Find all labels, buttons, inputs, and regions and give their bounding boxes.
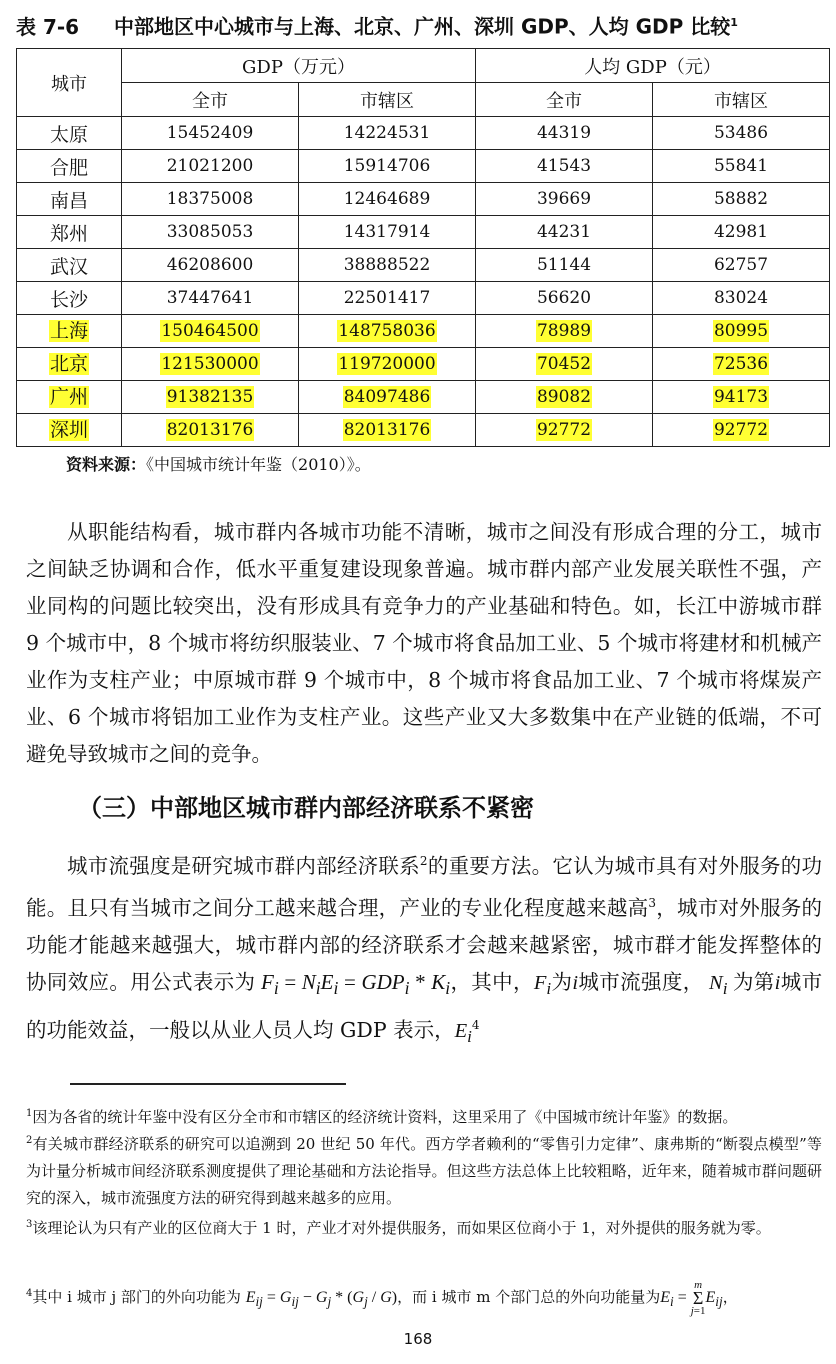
per-capita-district-cell: 80995 [653, 315, 830, 348]
gdp-all-cell: 150464500 [122, 315, 299, 348]
gdp-district-cell: 22501417 [299, 282, 476, 315]
gdp-all-cell: 37447641 [122, 282, 299, 315]
gdp-district-cell: 119720000 [299, 348, 476, 381]
formula-total-export: $E_i = m$ Σ $j=1E_{ij}$ [660, 1279, 723, 1318]
header-gdp-all: 全市 [122, 83, 299, 117]
formula-export-function: $E_{ij} = G_{ij} - G_j * (G_j / G)$ [245, 1289, 398, 1310]
gdp-all-cell: 18375008 [122, 183, 299, 216]
gdp-district-cell: 82013176 [299, 414, 476, 447]
gdp-all-cell: 15452409 [122, 117, 299, 150]
per-capita-district-cell: 58882 [653, 183, 830, 216]
per-capita-all-cell: 92772 [476, 414, 653, 447]
table-row [17, 117, 830, 150]
per-capita-all-cell: 78989 [476, 315, 653, 348]
page-number: 168 [403, 1330, 433, 1348]
gdp-district-cell: 38888522 [299, 249, 476, 282]
source-label: 资料来源： [66, 455, 147, 474]
footnote-4: $^4$其中 i 城市 j 部门的外向功能为 $E_{ij} = G_{ij} - G_j * (G_j / G)$，而 i 城市 m 个部门总的外向功能量为$E_i = m$ Σ $j=1E_{ij}$， [26, 1279, 738, 1318]
gdp-district-cell: 12464689 [299, 183, 476, 216]
header-per-district: 市辖区 [653, 83, 830, 117]
per-capita-all-cell: 51144 [476, 249, 653, 282]
table-row [17, 150, 830, 183]
per-capita-all-cell: 39669 [476, 183, 653, 216]
table-number: 表 7-6 [16, 14, 80, 39]
table-row [17, 315, 830, 348]
paragraph-functional-structure [26, 514, 822, 773]
table-title: 中部地区中心城市与上海、北京、广州、深圳 GDP、人均 GDP 比较 [114, 14, 731, 39]
per-capita-district-cell: 94173 [653, 381, 830, 414]
gdp-district-cell: 14224531 [299, 117, 476, 150]
gdp-all-cell: 82013176 [122, 414, 299, 447]
table-row [17, 282, 830, 315]
footnote-ref-3: 3 [648, 895, 657, 910]
per-capita-all-cell: 70452 [476, 348, 653, 381]
city-cell: 北京 [17, 348, 122, 381]
paragraph-text: 从职能结构看，城市群内各城市功能不清晰，城市之间没有形成合理的分工，城市之间缺乏协调和合作，低水平重复建设现象普遍。城市群内部产业发展关联性不强，产业同构的问题比较突出，没有形成具有竞争力的产业基础和特色。如，长江中游城市群 9 个城市中，8 个城市将纺织服装业、7 个城市将食品加工业、5 个城市将建材和机械产业作为支柱产业；中原城市群 9 个城市中，8 个城市将食品加工业、7 个城市将煤炭产业、6 个城市将铝加工业作为支柱产业。这些产业又大多数集中在产业链的低端，不可避免导致城市之间的竞争。 [26, 520, 822, 766]
per-capita-all-cell: 44319 [476, 117, 653, 150]
city-cell: 太原 [17, 117, 122, 150]
city-cell: 郑州 [17, 216, 122, 249]
per-capita-district-cell: 72536 [653, 348, 830, 381]
table-row [17, 249, 830, 282]
footnote-ref-4: 4 [471, 1017, 480, 1032]
city-cell: 上海 [17, 315, 122, 348]
footnote-1: $^1$因为各省的统计年鉴中没有区分全市和市辖区的经济统计资料，这里采用了《中国城市统计年鉴》的数据。 [26, 1108, 738, 1126]
gdp-all-cell: 46208600 [122, 249, 299, 282]
footnote-ref-2: 2 [419, 854, 428, 868]
header-per-all: 全市 [476, 83, 653, 117]
header-gdp-group: GDP（万元） [122, 49, 476, 83]
paragraph-text: 城市流强度是研究城市群内部经济联系$^2$的重要方法。它认为城市具有对外服务的功能。且只有当城市之间分工越来越合理，产业的专业化程度越来越高$^3$，城市对外服务的功能才能越来越强大，城市群内部的经济联系才会越来越紧密，城市群才能发挥整体的协同效应。用公式表示为 $F_i = N_iE_i = GDP_i * K_i$，其中，$F_i$为i城市流强度， $N_i$ 为第i城市的功能效益，一般以从业人员人均 GDP 表示，$E_i^4$ [26, 853, 823, 1046]
gdp-all-cell: 91382135 [122, 381, 299, 414]
city-cell: 南昌 [17, 183, 122, 216]
gdp-comparison-table [16, 48, 830, 447]
per-capita-district-cell: 92772 [653, 414, 830, 447]
header-gdp-district: 市辖区 [299, 83, 476, 117]
footnote-divider [70, 1083, 346, 1085]
per-capita-district-cell: 53486 [653, 117, 830, 150]
paragraph-city-flow [26, 843, 822, 1055]
city-cell: 广州 [17, 381, 122, 414]
table-row [17, 216, 830, 249]
table-caption [16, 6, 826, 40]
table-row [17, 348, 830, 381]
table-body [17, 117, 830, 447]
gdp-district-cell: 84097486 [299, 381, 476, 414]
gdp-all-cell: 33085053 [122, 216, 299, 249]
per-capita-all-cell: 89082 [476, 381, 653, 414]
header-per-capita-group: 人均 GDP（元） [476, 49, 830, 83]
section-heading: （三）中部地区城市群内部经济联系不紧密 [78, 793, 534, 822]
city-cell: 长沙 [17, 282, 122, 315]
gdp-all-cell: 21021200 [122, 150, 299, 183]
gdp-district-cell: 14317914 [299, 216, 476, 249]
per-capita-district-cell: 83024 [653, 282, 830, 315]
per-capita-district-cell: 62757 [653, 249, 830, 282]
city-cell: 武汉 [17, 249, 122, 282]
gdp-district-cell: 15914706 [299, 150, 476, 183]
footnote-2: $^2$有关城市群经济联系的研究可以追溯到 20 世纪 50 年代。西方学者赖利的“零售引力定律”、康弗斯的“断裂点模型”等为计量分析城市间经济联系测度提供了理论基础和方法论指导。但这些方法总体上比较粗略，近年来，随着城市群问题研究的深入，城市流强度方法的研究得到越来越多的应用。 [26, 1135, 822, 1207]
table-row [17, 381, 830, 414]
per-capita-all-cell: 41543 [476, 150, 653, 183]
table-row [17, 183, 830, 216]
city-cell: 合肥 [17, 150, 122, 183]
footnote-3: $^3$该理论认为只有产业的区位商大于 1 时，产业才对外提供服务，而如果区位商小于 1，对外提供的服务就为零。 [26, 1219, 771, 1237]
source-text: 《中国城市统计年鉴（2010）》。 [146, 455, 371, 474]
per-capita-district-cell: 42981 [653, 216, 830, 249]
gdp-all-cell: 121530000 [122, 348, 299, 381]
city-cell: 深圳 [17, 414, 122, 447]
table-title-note-ref: 1 [730, 16, 738, 29]
header-city: 城市 [17, 49, 122, 117]
data-source [66, 452, 371, 478]
per-capita-all-cell: 56620 [476, 282, 653, 315]
table-row [17, 414, 830, 447]
per-capita-all-cell: 44231 [476, 216, 653, 249]
per-capita-district-cell: 55841 [653, 150, 830, 183]
gdp-district-cell: 148758036 [299, 315, 476, 348]
formula-city-flow: $F_i = N_iE_i = GDP_i * K_i$ [261, 969, 451, 998]
